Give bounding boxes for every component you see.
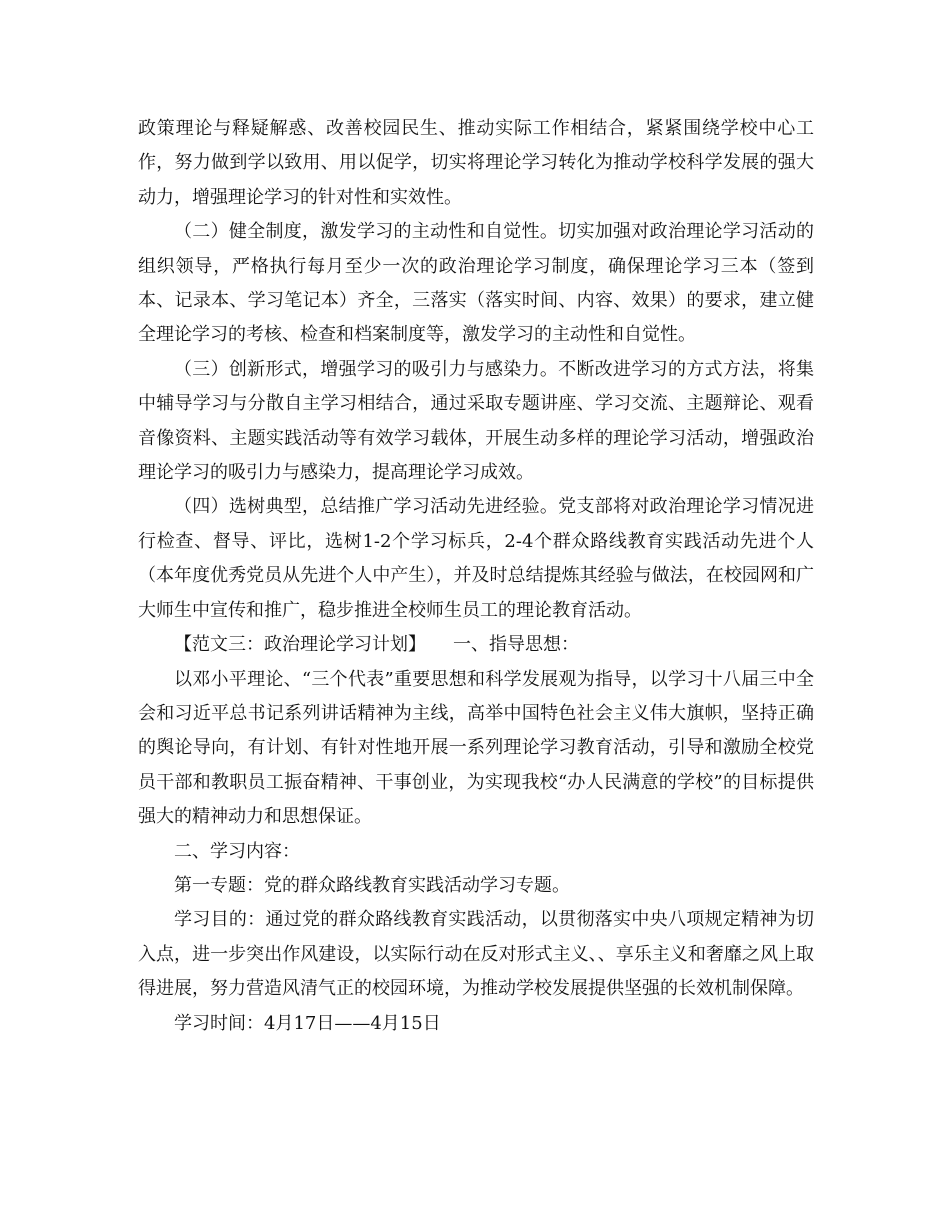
paragraph-item-four: （四）选树典型，总结推广学习活动先进经验。党支部将对政治理论学习情况进行检查、督导、评比，选树1-2个学习标兵，2-4个群众路线教育实践活动先进个人（本年度优秀党员从先进个人中产生），并及时总结提炼其经验与做法，在校园网和广大师生中宣传和推广，稳步推进全校师生员工的理论教育活动。 <box>138 496 814 621</box>
section-heading-sample-three: 【范文三：政治理论学习计划】 一、指导思想： <box>174 634 579 656</box>
paragraph-study-time: 学习时间：4月17日——4月15日 <box>174 1012 441 1034</box>
topic-one-heading: 第一专题：党的群众路线教育实践活动学习专题。 <box>174 874 570 896</box>
paragraph-guiding-thought: 以邓小平理论、“三个代表”重要思想和科学发展观为指导，以学习十八届三中全会和习近平总书记系列讲话精神为主线，高举中国特色社会主义伟大旗帜，坚持正确的舆论导向，有计划、有针对性地开展一系列理论学习教育活动，引导和激励全校党员干部和教职员工振奋精神、干事创业，为实现我校“办人民满意的学校”的目标提供强大的精神动力和思想保证。 <box>138 668 814 828</box>
paragraph-continuation: 政策理论与释疑解惑、改善校园民生、推动实际工作相结合，紧紧围绕学校中心工作，努力做到学以致用、用以促学，切实将理论学习转化为推动学校科学发展的强大动力，增强理论学习的针对性和实效性。 <box>138 118 814 208</box>
document-body <box>138 112 814 1041</box>
paragraph-item-three: （三）创新形式，增强学习的吸引力与感染力。不断改进学习的方式方法，将集中辅导学习与分散自主学习相结合，通过采取专题讲座、学习交流、主题辩论、观看音像资料、主题实践活动等有效学习载体，开展生动多样的理论学习活动，增强政治理论学习的吸引力与感染力，提高理论学习成效。 <box>138 358 814 484</box>
paragraph-item-two: （二）健全制度，激发学习的主动性和自觉性。切实加强对政治理论学习活动的组织领导，严格执行每月至少一次的政治理论学习制度，确保理论学习三本（签到本、记录本、学习笔记本）齐全，三落实（落实时间、内容、效果）的要求，建立健全理论学习的考核、检查和档案制度等，激发学习的主动性和自觉性。 <box>138 221 814 346</box>
section-heading-study-content: 二、学习内容： <box>174 840 300 862</box>
paragraph-study-purpose: 学习目的：通过党的群众路线教育实践活动，以贯彻落实中央八项规定精神为切入点，进一步突出作风建设，以实际行动在反对形式主义、、享乐主义和奢靡之风上取得进展，努力营造风清气正的校园环境，为推动学校发展提供坚强的长效机制保障。 <box>138 909 814 1000</box>
